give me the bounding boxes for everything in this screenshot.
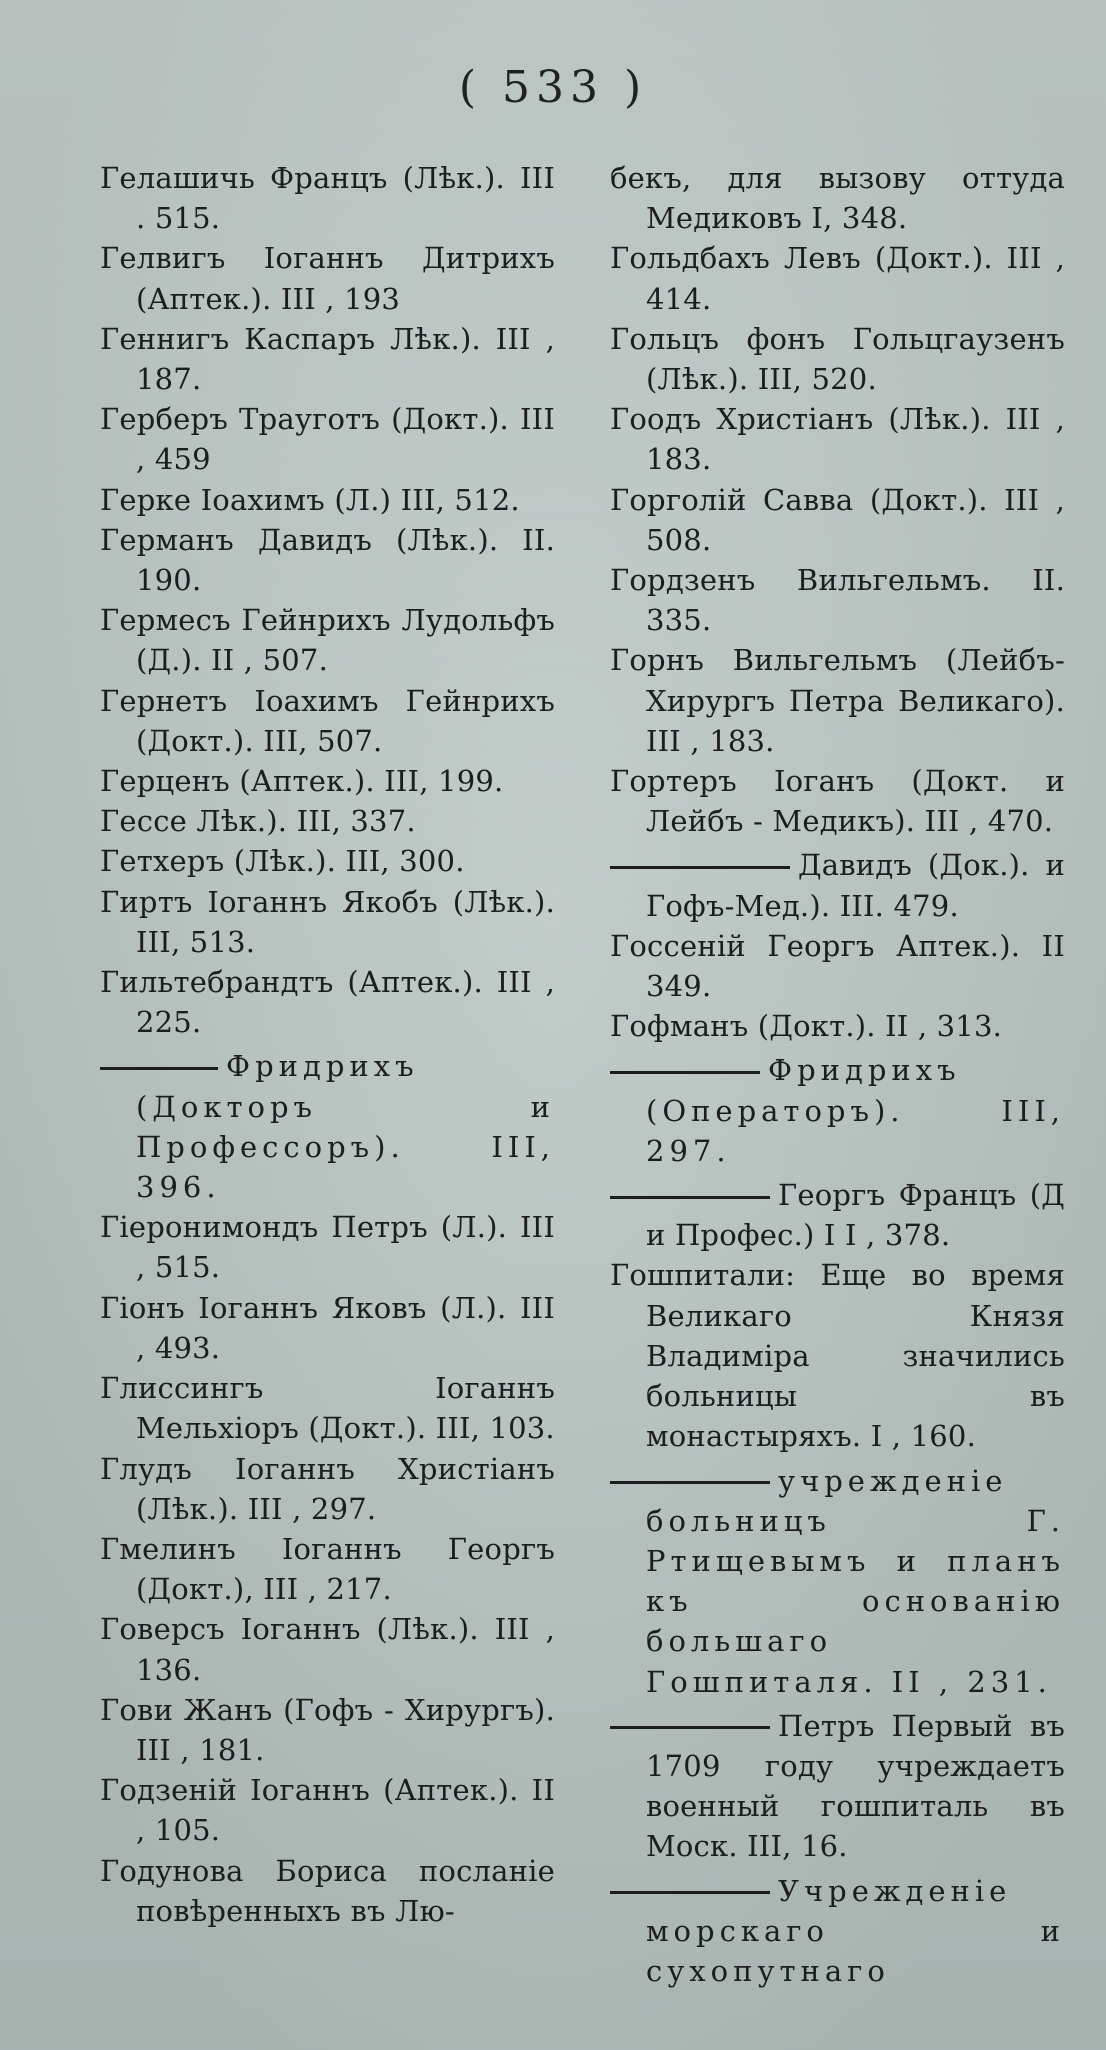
index-subentry [610, 1706, 1065, 1867]
index-entry: Гетхеръ (Лѣк.). III, 300. [100, 844, 465, 879]
repeat-dash [610, 1481, 770, 1484]
index-column-right [610, 158, 1065, 1991]
index-entry: Горголій Савва (Докт.). III , 508. [610, 482, 1065, 557]
index-entry: Глиссингъ Іоганнъ Мельхіоръ (Докт.). III, 103. [100, 1371, 555, 1446]
repeat-dash [610, 866, 790, 869]
index-entry: Герке Іоахимъ (Л.) III, 512. [100, 482, 520, 517]
index-subentry [610, 1461, 1065, 1702]
index-subentry-text: Георгъ Францъ (Д и Профес.) I I , 378. [646, 1178, 1065, 1253]
index-subentry-text: Петръ Первый въ 1709 году учреждаетъ военный гошпиталь въ Моск. III, 16. [646, 1708, 1065, 1864]
index-entry: Герценъ (Аптек.). III, 199. [100, 764, 504, 799]
page-number: ( 533 ) [458, 62, 648, 113]
repeat-dash [100, 1067, 218, 1070]
index-entry: Гортеръ Іоганъ (Докт. и Лейбъ - Медикъ). III , 470. [610, 764, 1065, 839]
repeat-dash [610, 1071, 760, 1074]
index-entry: Гофманъ (Докт.). II , 313. [610, 1009, 1003, 1044]
index-entry: Горнъ Вильгельмъ (Лейбъ-Хирургъ Петра Великаго). III , 183. [610, 643, 1065, 758]
index-entry: Гоодъ Христіанъ (Лѣк.). III , 183. [610, 402, 1065, 477]
index-entry: Гошпитали: Еще во время Великаго Князя Владиміра значились больницы въ монастыряхъ. I , 160. [610, 1258, 1065, 1454]
index-subentry [100, 1046, 555, 1207]
index-entry: Гови Жанъ (Гофъ - Хирургъ). III , 181. [100, 1692, 555, 1767]
index-subentry-text: Давидъ (Док.). и Гофъ-Мед.). III. 479. [646, 848, 1065, 923]
index-entry: Гіонъ Іоганнъ Яковъ (Л.). III , 493. [100, 1290, 555, 1365]
index-entry: Гіеронимондъ Петръ (Л.). III , 515. [100, 1210, 555, 1285]
index-entry: Герберъ Трауготъ (Докт.). III , 459 [100, 402, 555, 477]
index-entry: Гильтебрандтъ (Аптек.). III , 225. [100, 965, 555, 1040]
index-entry: Гелашичь Францъ (Лѣк.). III . 515. [100, 161, 555, 236]
index-subentry [610, 845, 1065, 925]
index-subentry [610, 1871, 1065, 1992]
index-entry: Годунова Бориса посланіе повѣренныхъ въ Лю- [100, 1853, 555, 1928]
index-entry: Гернетъ Іоахимъ Гейнрихъ (Докт.). III, 507. [100, 683, 555, 758]
index-entry: Гессе Лѣк.). III, 337. [100, 804, 416, 839]
index-entry: Гиртъ Іоганнъ Якобъ (Лѣк.). III, 513. [100, 884, 555, 959]
index-entry: Годзеній Іоганнъ (Аптек.). II , 105. [100, 1773, 555, 1848]
index-entry-continued: бекъ, для вызову оттуда Медиковъ I, 348. [610, 161, 1065, 236]
index-entry: Гольцъ фонъ Гольцгаузенъ (Лѣк.). III, 520. [610, 321, 1065, 397]
repeat-dash [610, 1891, 770, 1894]
index-subentry-text: Фридрихъ (Докторъ и Профессоръ). III, 396. [136, 1049, 555, 1205]
index-subentry-text: Учрежденіе морскаго и сухопутнаго [646, 1873, 1065, 1988]
index-entry: Германъ Давидъ (Лѣк.). II. 190. [100, 522, 555, 598]
index-entry: Госсеній Георгъ Аптек.). II 349. [610, 928, 1065, 1004]
repeat-dash [610, 1196, 770, 1199]
index-entry: Гордзенъ Вильгельмъ. II. 335. [610, 563, 1065, 638]
index-subentry-text: Фридрихъ (Операторъ). III, 297. [646, 1053, 1065, 1168]
repeat-dash [610, 1726, 770, 1729]
index-column-left [100, 158, 555, 1931]
index-entry: Гмелинъ Іоганнъ Георгъ (Докт.), III , 217. [100, 1531, 555, 1607]
index-entry: Глудъ Іоганнъ Христіанъ (Лѣк.). III , 297. [100, 1451, 555, 1526]
index-subentry [610, 1175, 1065, 1255]
index-subentry [610, 1050, 1065, 1171]
index-entry: Гермесъ Гейнрихъ Лудольфъ (Д.). II , 507. [100, 603, 555, 678]
index-entry: Говерсъ Іоганнъ (Лѣк.). III , 136. [100, 1612, 555, 1687]
index-entry: Гелвигъ Іоганнъ Дитрихъ (Аптек.). III , 193 [100, 241, 555, 316]
index-entry: Геннигъ Каспаръ Лѣк.). III , 187. [100, 321, 555, 397]
index-subentry-text: учрежденіе больницъ Г. Ртищевымъ и планъ къ основанію большаго Гошпиталя. II , 231. [646, 1463, 1065, 1699]
index-entry: Гольдбахъ Левъ (Докт.). III , 414. [610, 241, 1065, 316]
